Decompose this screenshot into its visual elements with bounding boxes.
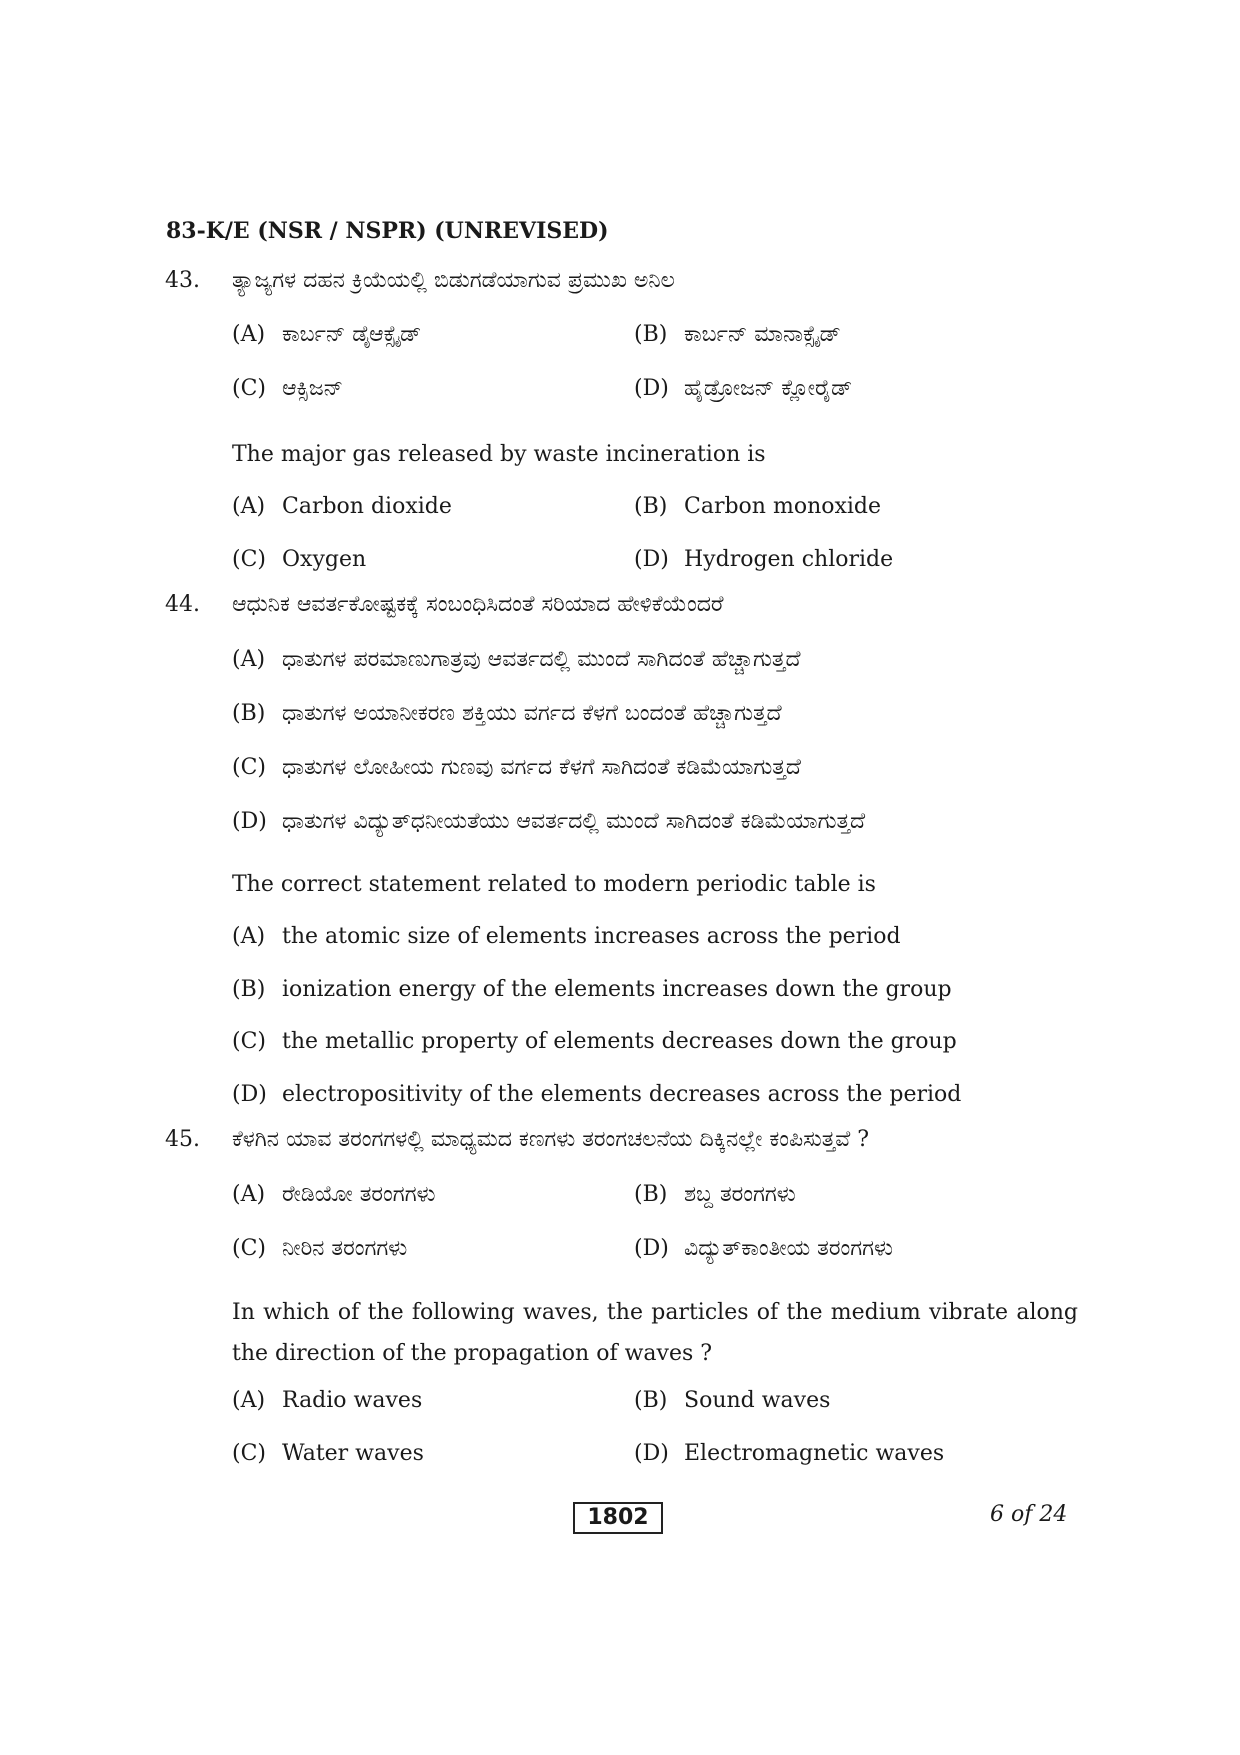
question-number: 44. — [165, 592, 200, 617]
option-label: (C) — [232, 1029, 266, 1054]
booklet-code-box: 1802 — [573, 1502, 663, 1534]
option-label: (C) — [232, 1441, 266, 1466]
option-a-kannada — [232, 645, 801, 675]
option-label: (C) — [232, 755, 266, 780]
option-label: (D) — [634, 547, 669, 572]
option-text: Electromagnetic waves — [684, 1441, 945, 1466]
question-number: 45. — [165, 1127, 200, 1152]
question-text-english: The major gas released by waste incineration is — [232, 442, 766, 467]
option-label: (A) — [232, 322, 266, 347]
question-text-kannada: ಆಧುನಿಕ ಆವರ್ತಕೋಷ್ಟಕಕ್ಕೆ ಸಂಬಂಧಿಸಿದಂತೆ ಸರಿಯಾದ ಹೇಳಿಕೆಯೆಂದರೆ — [232, 592, 724, 617]
option-text: electropositivity of the elements decreases across the period — [282, 1082, 962, 1107]
option-label: (B) — [634, 1182, 668, 1207]
option-text: ಕಾರ್ಬನ್ ಡೈಆಕ್ಸೈಡ್ — [282, 322, 422, 347]
option-label: (A) — [232, 1182, 266, 1207]
question-text-english: In which of the following waves, the particles of the medium vibrate along the direction of the propagation of waves ? — [232, 1300, 1078, 1366]
option-a-english — [232, 922, 901, 952]
option-label: (D) — [634, 376, 669, 401]
option-text: Water waves — [282, 1441, 424, 1466]
option-text: the metallic property of elements decreases down the group — [282, 1029, 957, 1054]
option-text: ಧಾತುಗಳ ಅಯಾನೀಕರಣ ಶಕ್ತಿಯು ವರ್ಗದ ಕೆಳಗೆ ಬಂದಂತೆ ಹೆಚ್ಚಾಗುತ್ತದೆ — [282, 701, 782, 726]
option-text: Carbon monoxide — [684, 494, 882, 519]
option-label: (C) — [232, 547, 266, 572]
option-label: (C) — [232, 1236, 266, 1261]
option-text: Carbon dioxide — [282, 494, 452, 519]
option-text: ಆಕ್ಸಿಜನ್ — [282, 376, 344, 401]
option-label: (A) — [232, 924, 266, 949]
option-text: Oxygen — [282, 547, 367, 572]
option-text: ಹೈಡ್ರೋಜನ್ ಕ್ಲೋರೈಡ್ — [684, 376, 853, 401]
option-text: Hydrogen chloride — [684, 547, 894, 572]
option-a-english — [232, 492, 452, 522]
page-number: 6 of 24 — [990, 1502, 1068, 1527]
option-text: ionization energy of the elements increases down the group — [282, 977, 952, 1002]
option-b-english — [634, 1386, 830, 1416]
paper-code-header: 83-K/E (NSR / NSPR) (UNREVISED) — [166, 218, 609, 244]
option-a-kannada — [232, 320, 421, 350]
option-label: (B) — [634, 494, 668, 519]
option-label: (B) — [232, 701, 266, 726]
question-text-kannada: ಕೆಳಗಿನ ಯಾವ ತರಂಗಗಳಲ್ಲಿ ಮಾಧ್ಯಮದ ಕಣಗಳು ತರಂಗಚಲನೆಯ ದಿಕ್ಕಿನಲ್ಲೇ ಕಂಪಿಸುತ್ತವೆ ? — [232, 1127, 870, 1152]
option-b-kannada — [634, 1180, 796, 1210]
option-d-kannada — [634, 374, 852, 404]
option-c-english — [232, 1027, 957, 1057]
option-text: ರೇಡಿಯೋ ತರಂಗಗಳು — [282, 1182, 436, 1207]
option-label: (C) — [232, 376, 266, 401]
option-text: ಧಾತುಗಳ ವಿದ್ಯುತ್‌ಧನೀಯತೆಯು ಆವರ್ತದಲ್ಲಿ ಮುಂದೆ ಸಾಗಿದಂತೆ ಕಡಿಮೆಯಾಗುತ್ತದೆ — [282, 809, 866, 834]
option-label: (B) — [232, 977, 266, 1002]
option-label: (D) — [634, 1441, 669, 1466]
question-text-english: The correct statement related to modern periodic table is — [232, 872, 876, 897]
option-label: (D) — [232, 809, 267, 834]
option-text: ನೀರಿನ ತರಂಗಗಳು — [282, 1236, 408, 1261]
option-d-kannada — [232, 807, 865, 837]
option-text: Radio waves — [282, 1388, 423, 1413]
option-a-english — [232, 1386, 422, 1416]
option-b-kannada — [232, 699, 782, 729]
option-text: the atomic size of elements increases across the period — [282, 924, 901, 949]
option-text: ಕಾರ್ಬನ್ ಮಾನಾಕ್ಸೈಡ್ — [684, 322, 841, 347]
option-text: Sound waves — [684, 1388, 831, 1413]
option-text: ಶಬ್ದ ತರಂಗಗಳು — [684, 1182, 796, 1207]
option-b-english — [232, 975, 952, 1005]
option-c-kannada — [232, 374, 343, 404]
option-label: (A) — [232, 647, 266, 672]
option-b-english — [634, 492, 881, 522]
option-c-kannada — [232, 1234, 407, 1264]
option-label: (B) — [634, 322, 668, 347]
option-d-kannada — [634, 1234, 893, 1264]
option-c-english — [232, 545, 366, 575]
option-label: (B) — [634, 1388, 668, 1413]
option-a-kannada — [232, 1180, 436, 1210]
option-label: (A) — [232, 494, 266, 519]
option-text: ವಿದ್ಯುತ್‌ಕಾಂತೀಯ ತರಂಗಗಳು — [684, 1236, 893, 1261]
question-text-kannada: ತ್ಯಾಜ್ಯಗಳ ದಹನ ಕ್ರಿಯೆಯಲ್ಲಿ ಬಿಡುಗಡೆಯಾಗುವ ಪ್ರಮುಖ ಅನಿಲ — [232, 268, 675, 293]
option-b-kannada — [634, 320, 841, 350]
option-d-english — [232, 1080, 961, 1110]
option-c-english — [232, 1439, 424, 1469]
option-text: ಧಾತುಗಳ ಲೋಹೀಯ ಗುಣವು ವರ್ಗದ ಕೆಳಗೆ ಸಾಗಿದಂತೆ ಕಡಿಮೆಯಾಗುತ್ತದೆ — [282, 755, 801, 780]
option-d-english — [634, 545, 893, 575]
option-text: ಧಾತುಗಳ ಪರಮಾಣುಗಾತ್ರವು ಆವರ್ತದಲ್ಲಿ ಮುಂದೆ ಸಾಗಿದಂತೆ ಹೆಚ್ಚಾಗುತ್ತದೆ — [282, 647, 801, 672]
option-label: (D) — [634, 1236, 669, 1261]
option-d-english — [634, 1439, 944, 1469]
option-c-kannada — [232, 753, 801, 783]
option-label: (A) — [232, 1388, 266, 1413]
question-number: 43. — [165, 268, 200, 293]
option-label: (D) — [232, 1082, 267, 1107]
